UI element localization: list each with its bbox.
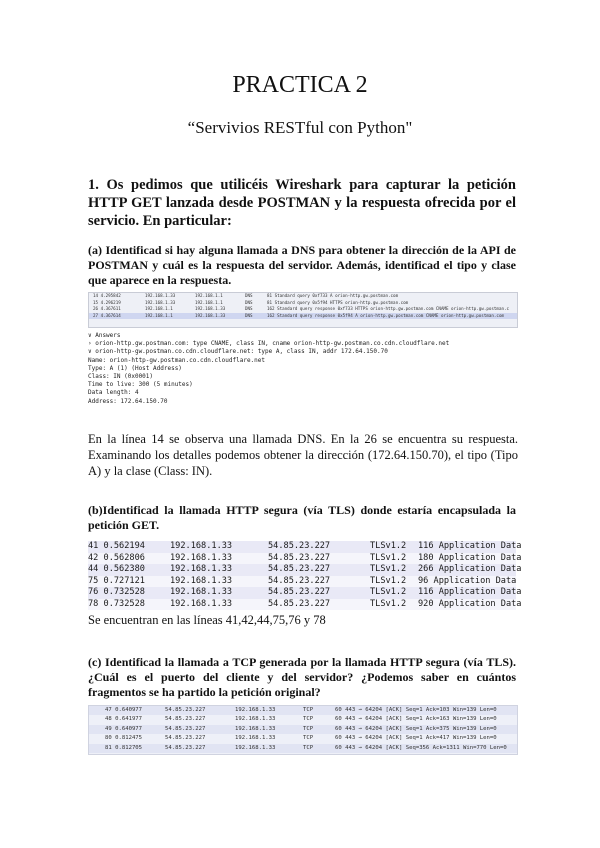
dns-packet-list bbox=[88, 292, 518, 328]
tree-node[interactable]: › orion-http.gw.postman.com: type CNAME, class IN, cname orion-http-gw.postman.co.cdn.cloudflare.net bbox=[88, 340, 450, 348]
tcp-packet-list bbox=[88, 705, 518, 755]
answer-a-text: En la línea 14 se observa una llamada DNS. En la 26 se encuentra su respuesta. Examinando los detalles podemos obtener la dirección (172.64.150.70), el tipo (Tipo A) y la clase (Class: IN). bbox=[88, 432, 518, 478]
page-subtitle: “Servivios RESTful con Python" bbox=[187, 118, 413, 137]
packet-row[interactable]: 44 0.562380 192.168.1.33 54.85.23.227 TLSv1.2 266 Application Data bbox=[88, 564, 522, 574]
question-c-heading: (c) Identificad la llamada a TCP generada por la llamada HTTP segura (vía TLS). ¿Cuál es el puerto del cliente y del servidor? ¿Podemos saber en cuántos fragmentos se ha partido la petición original? bbox=[88, 655, 516, 699]
tree-leaf: Class: IN (0x0001) bbox=[88, 373, 154, 381]
packet-row[interactable]: 42 0.562806 192.168.1.33 54.85.23.227 TLSv1.2 180 Application Data bbox=[88, 552, 522, 563]
tree-node[interactable]: ∨ orion-http-gw.postman.co.cdn.cloudflare.net: type A, class IN, addr 172.64.150.70 bbox=[88, 348, 388, 356]
tree-leaf: Data length: 4 bbox=[88, 389, 139, 397]
tree-leaf: Time to live: 300 (5 minutes) bbox=[88, 381, 193, 389]
packet-row[interactable]: 48 0.641977 54.85.23.227 192.168.1.33 TCP 60 443 → 64204 [ACK] Seq=1 Ack=163 Win=139 Len=0 bbox=[105, 716, 497, 723]
packet-row[interactable]: 14 4.295842 192.168.1.33 192.168.1.1 DNS 81 Standard query 0xf733 A orion-http.gw.postman.com bbox=[93, 293, 399, 298]
tree-leaf: Address: 172.64.150.70 bbox=[88, 397, 168, 405]
packet-row[interactable]: 80 0.812475 54.85.23.227 192.168.1.33 TCP 60 443 → 64204 [ACK] Seq=1 Ack=417 Win=139 Len=0 bbox=[105, 735, 497, 742]
packet-row[interactable]: 78 0.732528 192.168.1.33 54.85.23.227 TLSv1.2 920 Application Data bbox=[88, 598, 522, 609]
tree-node[interactable]: ∨ Answers bbox=[88, 332, 121, 339]
question-b-heading: (b)Identificad la llamada HTTP segura (vía TLS) donde estaría encapsulada la petición GET. bbox=[88, 503, 516, 532]
packet-row[interactable]: 47 0.640977 54.85.23.227 192.168.1.33 TCP 60 443 → 64204 [ACK] Seq=1 Ack=103 Win=139 Len=0 bbox=[89, 706, 517, 715]
packet-row[interactable]: 75 0.727121 192.168.1.33 54.85.23.227 TLSv1.2 96 Application Data bbox=[88, 575, 517, 586]
question-a-heading: (a) Identificad si hay alguna llamada a DNS para obtener la dirección de la API de POSTMAN y cuál es la respuesta del servidor. Además, identificad el tipo y clase que aparece en la respuesta. bbox=[88, 243, 516, 287]
packet-row[interactable]: 26 4.367611 192.168.1.1 192.168.1.33 DNS 162 Standard query response 0xf733 HTTPS orion-http.gw.postman.com CNAME orion-http.gw.postman.c bbox=[93, 306, 510, 311]
tree-leaf: Type: A (1) (Host Address) bbox=[88, 364, 182, 372]
packet-row[interactable]: 81 0.812705 54.85.23.227 192.168.1.33 TCP 60 443 → 64204 [ACK] Seq=356 Ack=1311 Win=770 Len=0 bbox=[89, 744, 517, 753]
packet-row[interactable]: 76 0.732528 192.168.1.33 54.85.23.227 TLSv1.2 116 Application Data bbox=[88, 587, 522, 597]
packet-row-selected[interactable]: 27 4.367614 192.168.1.1 192.168.1.33 DNS 162 Standard query response 0x5f94 A orion-http.gw.postman.com CNAME orion-http.gw.postman.com bbox=[89, 313, 517, 320]
question-1-heading: 1. Os pedimos que utilicéis Wireshark para capturar la petición HTTP GET lanzada desde POSTMAN y la respuesta ofrecida por el servicio. En particular: bbox=[88, 177, 516, 229]
answer-b-text: Se encuentran en las líneas 41,42,44,75,76 y 78 bbox=[88, 613, 326, 627]
tls-packet-list bbox=[88, 541, 522, 610]
packet-row[interactable]: 49 0.640977 54.85.23.227 192.168.1.33 TCP 60 443 → 64204 [ACK] Seq=1 Ack=375 Win=139 Len=0 bbox=[89, 725, 517, 734]
packet-row[interactable]: 41 0.562194 192.168.1.33 54.85.23.227 TLSv1.2 116 Application Data bbox=[88, 541, 522, 551]
dns-answer-details bbox=[88, 332, 516, 424]
packet-row[interactable]: 15 4.296219 192.168.1.33 192.168.1.1 DNS 81 Standard query 0x5f94 HTTPS orion-http.gw.postman.com bbox=[93, 299, 409, 305]
page-title: PRACTICA 2 bbox=[232, 72, 368, 98]
tree-leaf: Name: orion-http-gw.postman.co.cdn.cloudflare.net bbox=[88, 356, 266, 364]
